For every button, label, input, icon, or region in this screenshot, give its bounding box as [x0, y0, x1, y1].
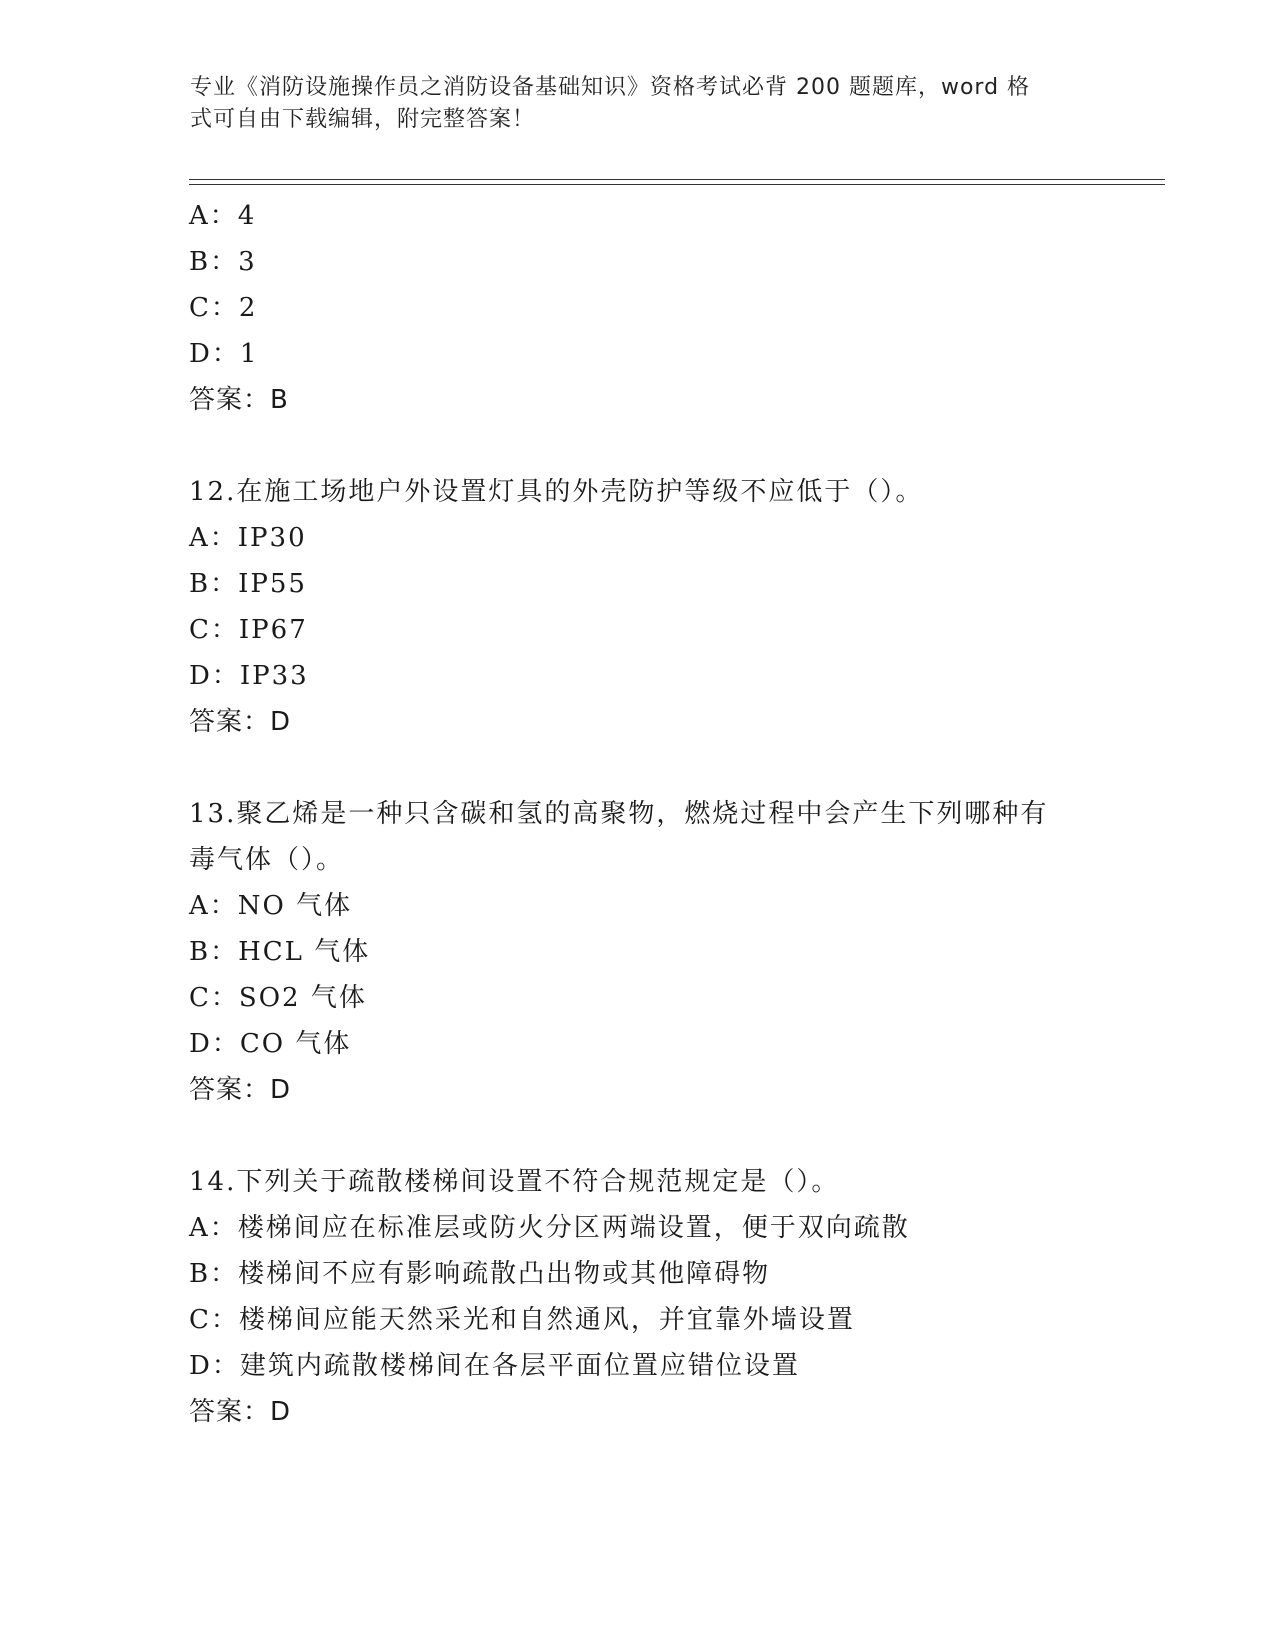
option-c: C：SO2 气体 — [189, 983, 367, 1013]
question-text: 12.在施工场地户外设置灯具的外壳防护等级不应低于（）。 — [189, 477, 924, 507]
option-d: D：建筑内疏散楼梯间在各层平面位置应错位设置 — [189, 1351, 800, 1381]
option-a: A：IP30 — [189, 523, 307, 553]
question-block-12 — [189, 469, 1169, 745]
option-b: B：IP55 — [189, 569, 307, 599]
option-c: C：楼梯间应能天然采光和自然通风，并宜靠外墙设置 — [189, 1305, 855, 1335]
spacer — [189, 745, 1169, 791]
answer-line: 答案：D — [189, 1075, 292, 1105]
answer-line: 答案：D — [189, 707, 292, 737]
option-d: D：CO 气体 — [189, 1029, 352, 1059]
header-line-1: 专业《消防设施操作员之消防设备基础知识》资格考试必背 200 题题库，word 格 — [190, 75, 1031, 100]
document-header — [190, 72, 1080, 136]
header-divider-bottom — [189, 184, 1165, 185]
question-text-line-1: 13.聚乙烯是一种只含碳和氢的高聚物，燃烧过程中会产生下列哪种有 — [189, 799, 1049, 829]
answer-line: 答案：D — [189, 1397, 292, 1427]
header-line-2: 式可自由下载编辑，附完整答案！ — [190, 107, 536, 132]
spacer — [189, 423, 1169, 469]
option-d: D：1 — [189, 339, 259, 369]
option-a: A：楼梯间应在标准层或防火分区两端设置，便于双向疏散 — [189, 1213, 910, 1243]
question-text: 14.下列关于疏散楼梯间设置不符合规范规定是（）。 — [189, 1167, 840, 1197]
option-c: C：IP67 — [189, 615, 308, 645]
header-divider-top — [189, 179, 1165, 180]
answer-line: 答案：B — [189, 385, 289, 415]
option-a: A：4 — [189, 201, 257, 231]
option-a: A：NO 气体 — [189, 891, 353, 921]
option-c: C：2 — [189, 293, 258, 323]
question-block-11 — [189, 193, 1169, 423]
spacer — [189, 1113, 1169, 1159]
option-b: B：HCL 气体 — [189, 937, 371, 967]
question-list — [189, 193, 1169, 1435]
option-b: B：楼梯间不应有影响疏散凸出物或其他障碍物 — [189, 1259, 771, 1289]
option-d: D：IP33 — [189, 661, 309, 691]
question-text-line-2: 毒气体（）。 — [189, 845, 345, 875]
option-b: B：3 — [189, 247, 257, 277]
question-block-13 — [189, 791, 1169, 1113]
question-block-14 — [189, 1159, 1169, 1435]
